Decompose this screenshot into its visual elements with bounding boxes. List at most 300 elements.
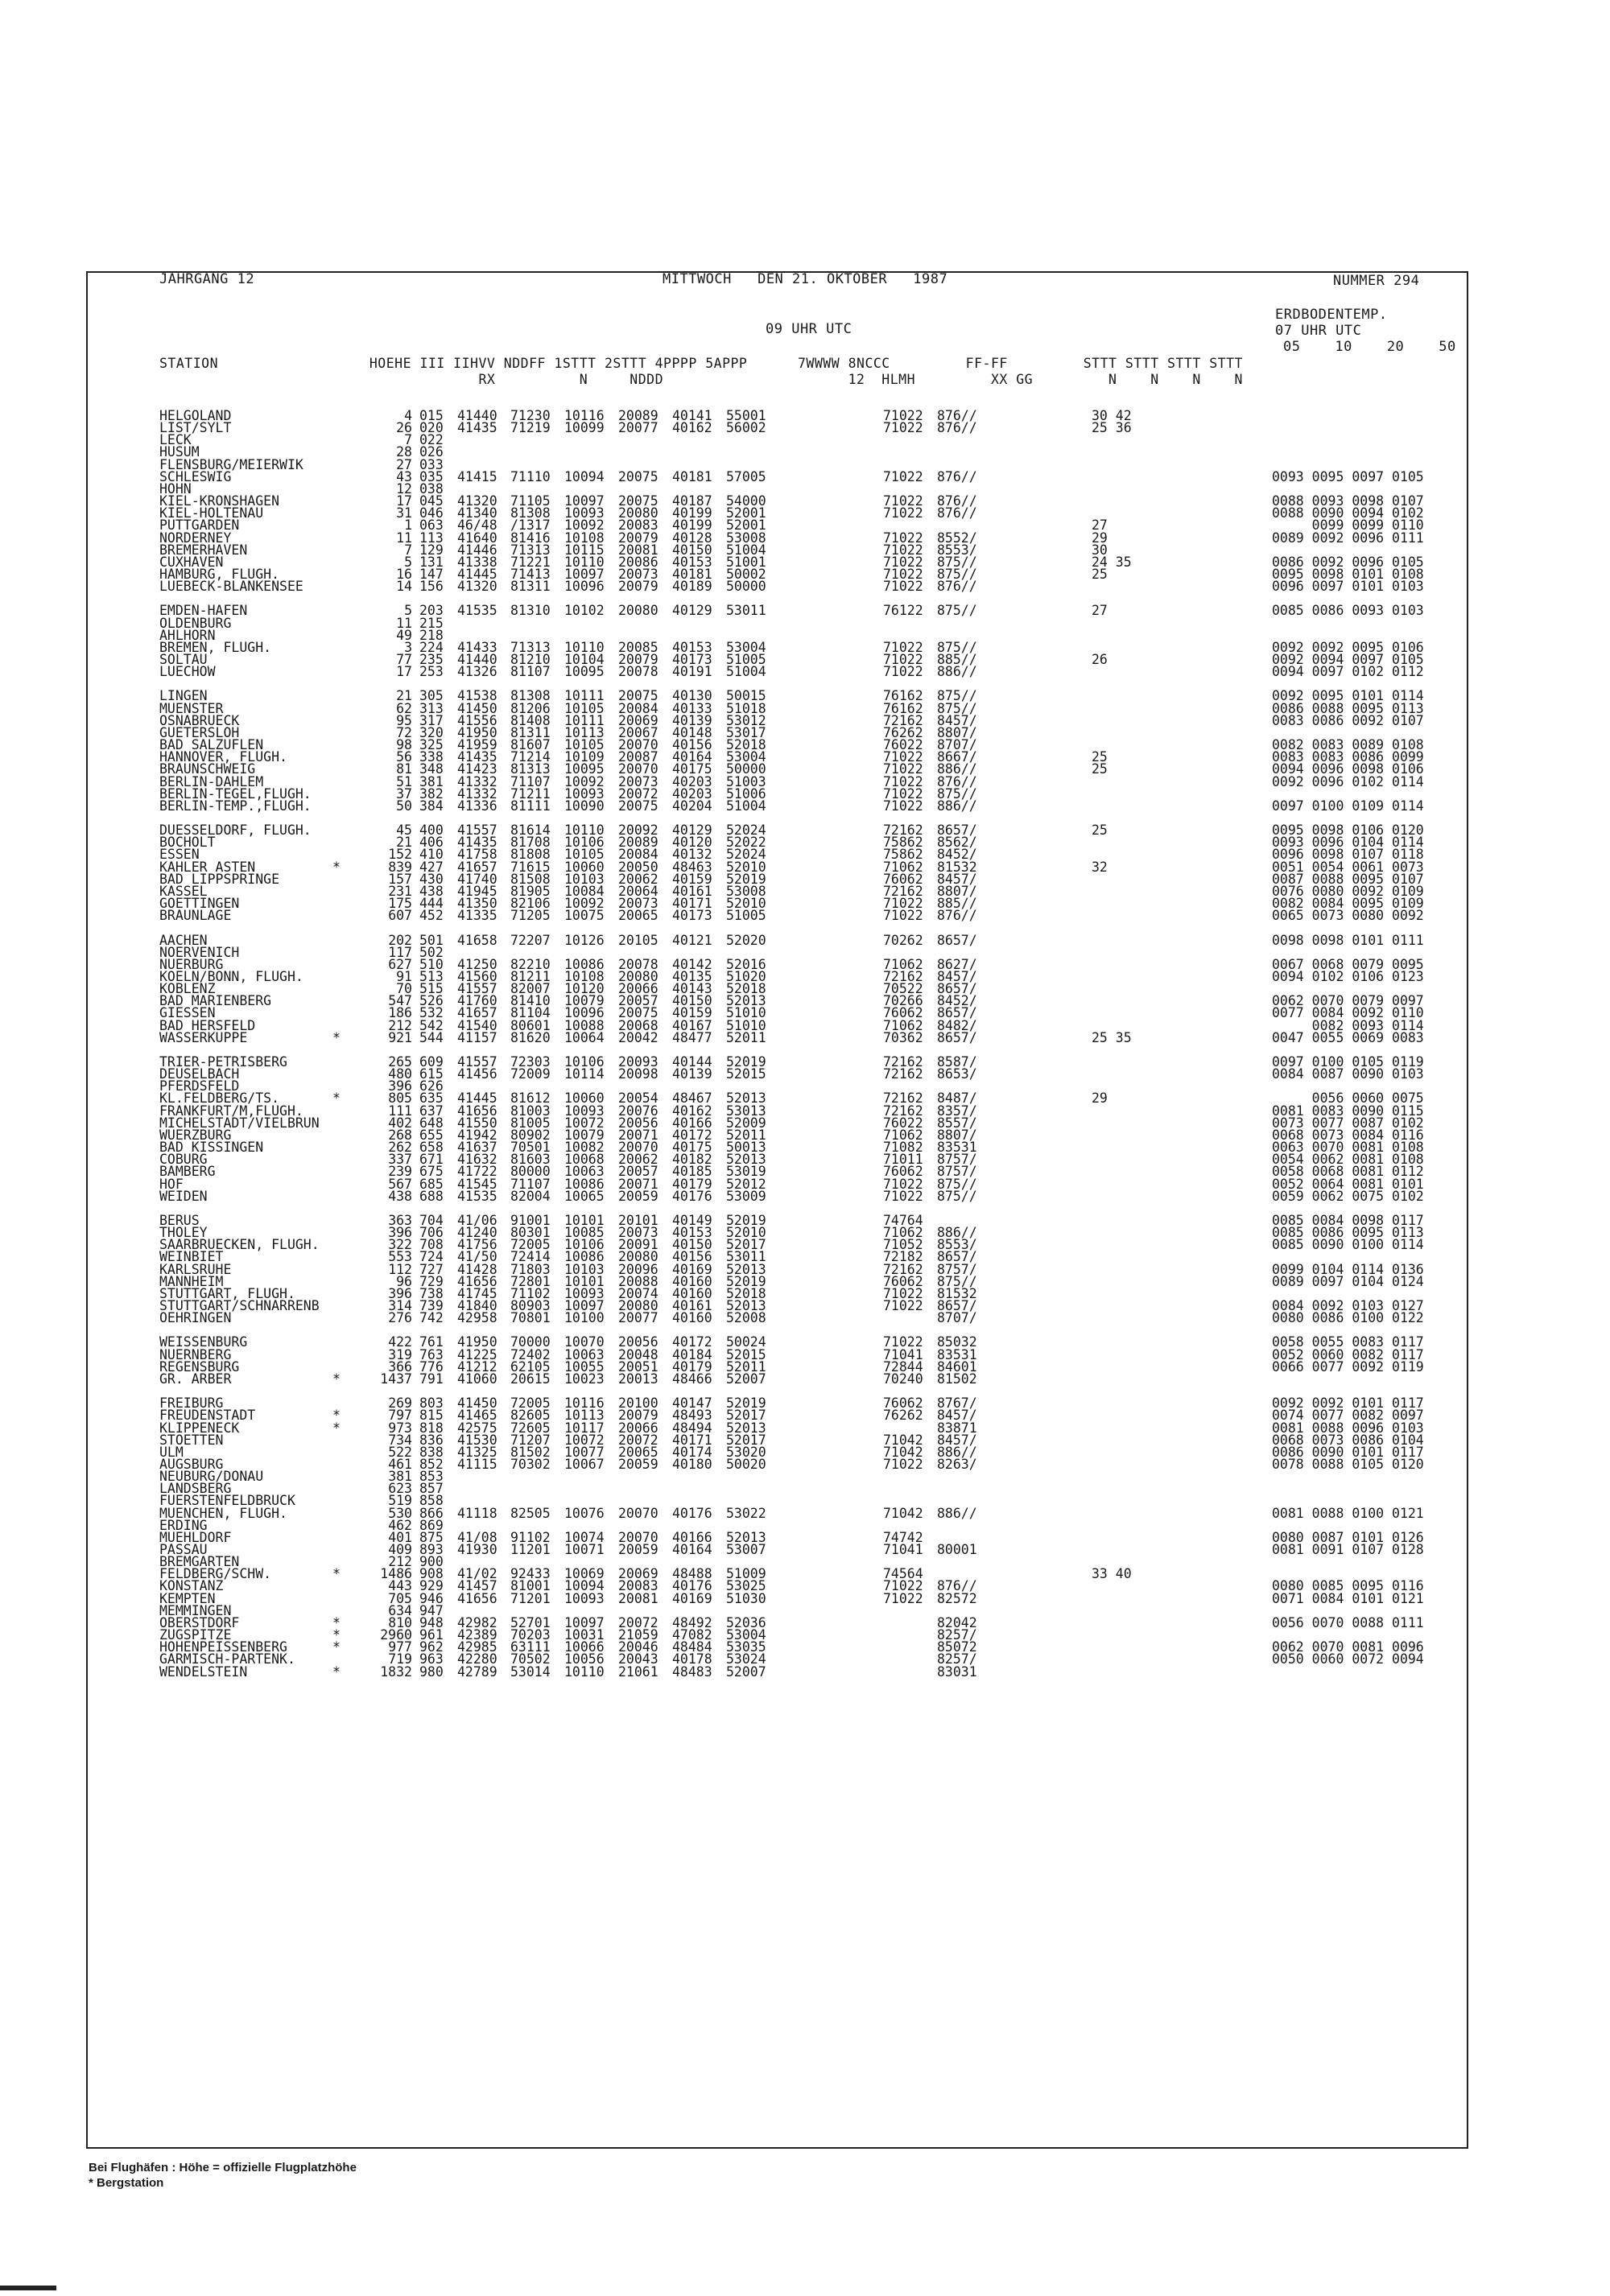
cell-c8: 20073 [618, 896, 658, 911]
cell-hoehe: 921 [388, 1029, 412, 1045]
cell-iii: 452 [419, 908, 444, 924]
cell-c5: 41745 [457, 1285, 497, 1301]
cell-c8: 20050 [618, 859, 658, 875]
cell-c7: 10111 [564, 688, 605, 704]
cell-c6: 71615 [510, 859, 551, 875]
cell-iii: 609 [419, 1054, 444, 1070]
cell-c5: 41118 [457, 1505, 497, 1521]
cell-name: EMDEN-HAFEN [159, 603, 248, 619]
cell-c12: 876// [937, 773, 977, 789]
cell-name: BAMBERG [159, 1164, 216, 1180]
cell-c6: 71313 [510, 542, 551, 558]
cell-iii: 026 [419, 444, 444, 460]
cell-c8: 20079 [618, 652, 658, 667]
cell-c10: 56002 [726, 420, 766, 436]
cell-iii: 729 [419, 1273, 444, 1289]
cell-iii: 742 [419, 1310, 444, 1326]
cell-ee: 0092 0094 0097 0105 [1272, 652, 1424, 667]
cell-c11: 72162 [883, 1103, 923, 1119]
cell-c7: 10096 [564, 1005, 605, 1021]
cell-c9: 40147 [672, 1395, 712, 1412]
cell-c12: 8757/ [937, 1152, 977, 1168]
cell-c12: 81532 [937, 859, 977, 875]
cell-name: HELGOLAND [159, 408, 232, 423]
cell-c11: 70262 [883, 932, 923, 948]
cell-c8: 20071 [618, 1176, 658, 1192]
cell-ee: 0089 0092 0096 0111 [1272, 530, 1424, 546]
cell-name: KLIPPENECK [159, 1420, 240, 1436]
cell-c6: 80301 [510, 1225, 551, 1241]
cell-hoehe: 239 [388, 1164, 412, 1180]
cell-c7: 10096 [564, 579, 605, 595]
cell-c6: 81416 [510, 530, 551, 546]
cell-hoehe: 422 [388, 1334, 412, 1350]
cell-ee: 0092 0092 0095 0106 [1272, 639, 1424, 655]
cell-c8: 20070 [618, 1505, 658, 1521]
cell-iii: 156 [419, 579, 444, 595]
cell-iii: 381 [419, 773, 444, 789]
cell-c12: 875// [937, 603, 977, 619]
cell-name: MUEHLDORF [159, 1529, 232, 1545]
cell-name: KAHLER ASTEN [159, 859, 256, 875]
cell-c11: 72844 [883, 1358, 923, 1375]
cell-ee: 0086 0088 0095 0113 [1272, 700, 1424, 716]
cell-c8: 20079 [618, 530, 658, 546]
cell-c7: 10086 [564, 1176, 605, 1192]
cell-c12: 85072 [937, 1639, 977, 1655]
cell-c11: 71022 [883, 1578, 923, 1594]
cell-c7: 10097 [564, 1298, 605, 1313]
cell-name: SAARBRUECKEN, FLUGH. [159, 1237, 320, 1253]
cell-c8: 20100 [618, 1395, 658, 1412]
cell-name: STUTTGART, FLUGH. [159, 1285, 295, 1301]
cell-c6: 81211 [510, 968, 551, 984]
cell-c7: 10063 [564, 1346, 605, 1362]
cell-c7: 10113 [564, 1408, 605, 1424]
cell-c10: 52011 [726, 1029, 766, 1045]
cell-c5: 41450 [457, 700, 497, 716]
cell-c10: 53013 [726, 1103, 766, 1119]
cell-name: BRAUNSCHWEIG [159, 761, 256, 777]
cell-c9: 40169 [672, 1261, 712, 1277]
cell-c11: 71022 [883, 1285, 923, 1301]
cell-c7: 10086 [564, 1249, 605, 1265]
cell-c10: 53004 [726, 749, 766, 765]
cell-name: MANNHEIM [159, 1273, 224, 1289]
cell-star: * [332, 1663, 341, 1680]
cell-hoehe: 26 [396, 420, 412, 436]
cell-c12: 876// [937, 408, 977, 423]
cell-c8: 20093 [618, 1054, 658, 1070]
cell-c8: 20074 [618, 1285, 658, 1301]
cell-name: STOETTEN [159, 1432, 224, 1448]
cell-c6: 71107 [510, 773, 551, 789]
cell-iii: 675 [419, 1164, 444, 1180]
cell-c7: 10088 [564, 1017, 605, 1033]
cell-c8: 20070 [618, 761, 658, 777]
cell-c11: 71022 [883, 468, 923, 484]
cell-c7: 10085 [564, 1225, 605, 1241]
cell-iii: 803 [419, 1395, 444, 1412]
cell-c11: 71022 [883, 896, 923, 911]
cell-ee: 0058 0068 0081 0112 [1272, 1164, 1424, 1180]
cell-c8: 20105 [618, 932, 658, 948]
cell-c9: 40159 [672, 1005, 712, 1021]
cell-iii: 708 [419, 1237, 444, 1253]
cell-c6: 71230 [510, 408, 551, 423]
cell-c5: 41433 [457, 639, 497, 655]
cell-ee: 0052 0060 0082 0117 [1272, 1346, 1424, 1362]
cell-c8: 20056 [618, 1334, 658, 1350]
cell-c7: 10104 [564, 652, 605, 667]
cell-c5: 41/06 [457, 1212, 497, 1228]
cell-c12: 8257/ [937, 1627, 977, 1643]
cell-c11: 71011 [883, 1152, 923, 1168]
cell-c10: 52019 [726, 1273, 766, 1289]
cell-ee: 0059 0062 0075 0102 [1272, 1188, 1424, 1204]
cell-c5: 41320 [457, 493, 497, 509]
cell-c5: 41250 [457, 956, 497, 972]
cell-c12: 875// [937, 1273, 977, 1289]
cell-c10: 52024 [726, 847, 766, 863]
cell-c9: 40160 [672, 1285, 712, 1301]
cell-c5: 41350 [457, 896, 497, 911]
cell-iii: 929 [419, 1578, 444, 1594]
cell-c9: 40164 [672, 749, 712, 765]
cell-c12: 876// [937, 505, 977, 521]
cell-c5: 41758 [457, 847, 497, 863]
cell-hoehe: 95 [396, 712, 412, 728]
cell-c12: 8707/ [937, 737, 977, 752]
cell-hoehe: 319 [388, 1346, 412, 1362]
cell-ee: 0093 0095 0097 0105 [1272, 468, 1424, 484]
cell-c12: 8657/ [937, 981, 977, 997]
cell-c7: 10077 [564, 1444, 605, 1460]
cell-c10: 52013 [726, 1298, 766, 1313]
cell-c10: 52010 [726, 1225, 766, 1241]
cell-iii: 022 [419, 432, 444, 448]
cell-name: REGENSBURG [159, 1358, 240, 1375]
cell-ee: 0050 0060 0072 0094 [1272, 1651, 1424, 1667]
cell-c7: 10079 [564, 1127, 605, 1143]
cell-ee: 0083 0083 0086 0099 [1272, 749, 1424, 765]
cell-c8: 20048 [618, 1346, 658, 1362]
cell-c8: 20043 [618, 1651, 658, 1667]
cell-name: HANNOVER, FLUGH. [159, 749, 287, 765]
cell-iii: 761 [419, 1334, 444, 1350]
cell-hoehe: 265 [388, 1054, 412, 1070]
cell-name: KOBLENZ [159, 981, 216, 997]
cell-ff: 27 [1092, 517, 1108, 534]
cell-name: LIST/SYLT [159, 420, 232, 436]
cell-c5: 41/50 [457, 1249, 497, 1265]
cell-c8: 20077 [618, 420, 658, 436]
cell-c8: 20068 [618, 1017, 658, 1033]
cell-name: GR. ARBER [159, 1371, 232, 1387]
cell-c8: 20064 [618, 883, 658, 899]
cell-hoehe: 2960 [380, 1627, 412, 1643]
cell-iii: 852 [419, 1456, 444, 1472]
cell-name: KARLSRUHE [159, 1261, 232, 1277]
cell-hoehe: 12 [396, 480, 412, 497]
cell-hoehe: 461 [388, 1456, 412, 1472]
cell-name: STUTTGART/SCHNARRENB [159, 1298, 320, 1313]
cell-c6: 71205 [510, 908, 551, 924]
cell-name: KONSTANZ [159, 1578, 224, 1594]
cell-c5: 41225 [457, 1346, 497, 1362]
cell-iii: 502 [419, 944, 444, 960]
cell-c10: 51001 [726, 554, 766, 570]
cell-c7: 10110 [564, 1663, 605, 1680]
cell-c5: 41740 [457, 871, 497, 887]
cell-c10: 51010 [726, 1005, 766, 1021]
cell-ee: 0083 0086 0092 0107 [1272, 712, 1424, 728]
cell-c8: 20075 [618, 1005, 658, 1021]
cell-c10: 52011 [726, 1358, 766, 1375]
cell-name: BOCHOLT [159, 835, 216, 851]
cell-hoehe: 202 [388, 932, 412, 948]
cell-c6: 92433 [510, 1566, 551, 1582]
soil-temp-time: 07 UHR UTC [1275, 323, 1362, 339]
cell-c6: 81308 [510, 505, 551, 521]
cell-name: KOELN/BONN, FLUGH. [159, 968, 303, 984]
cell-c12: 8457/ [937, 1432, 977, 1448]
cell-iii: 129 [419, 542, 444, 558]
cell-c9: 40162 [672, 420, 712, 436]
cell-name: WASSERKUPPE [159, 1029, 248, 1045]
cell-c5: 41640 [457, 530, 497, 546]
cell-ee: 0078 0088 0105 0120 [1272, 1456, 1424, 1472]
cell-c8: 20081 [618, 1590, 658, 1606]
cell-iii: 739 [419, 1298, 444, 1313]
cell-c6: 71221 [510, 554, 551, 570]
cell-c9: 40178 [672, 1651, 712, 1667]
cell-c9: 40191 [672, 664, 712, 680]
cell-c11: 71022 [883, 1456, 923, 1472]
cell-c12: 83531 [937, 1140, 977, 1155]
cell-c10: 52018 [726, 737, 766, 752]
cell-c12: 8653/ [937, 1066, 977, 1082]
cell-c9: 40171 [672, 1432, 712, 1448]
cell-c9: 40203 [672, 773, 712, 789]
cell-c9: 40175 [672, 1140, 712, 1155]
cell-name: WEINBIET [159, 1249, 224, 1265]
cell-name: HOF [159, 1176, 184, 1192]
cell-name: NOERVENICH [159, 944, 240, 960]
cell-c9: 40162 [672, 1103, 712, 1119]
cell-c5: 41545 [457, 1176, 497, 1192]
cell-iii: 815 [419, 1408, 444, 1424]
cell-c5: 41658 [457, 932, 497, 948]
cell-hoehe: 1832 [380, 1663, 412, 1680]
cell-c6: 81107 [510, 664, 551, 680]
cell-c8: 20098 [618, 1066, 658, 1082]
cell-c10: 53011 [726, 603, 766, 619]
cell-c7: 10066 [564, 1639, 605, 1655]
cell-name: BAD LIPPSPRINGE [159, 871, 280, 887]
cell-hoehe: 634 [388, 1602, 412, 1618]
cell-c5: 41445 [457, 1090, 497, 1107]
cell-c11: 71022 [883, 749, 923, 765]
cell-c7: 10084 [564, 883, 605, 899]
cell-c7: 10097 [564, 493, 605, 509]
issue-date: MITTWOCH DEN 21. OKTOBER 1987 [663, 271, 948, 287]
cell-c12: 83531 [937, 1346, 977, 1362]
cell-c10: 52015 [726, 1346, 766, 1362]
cell-c5: 42958 [457, 1310, 497, 1326]
cell-hoehe: 381 [388, 1469, 412, 1485]
cell-c5: 41950 [457, 1334, 497, 1350]
cell-c11: 71022 [883, 530, 923, 546]
cell-c11: 71022 [883, 1298, 923, 1313]
cell-c8: 20079 [618, 579, 658, 595]
cell-name: MUENSTER [159, 700, 224, 716]
cell-c11: 76062 [883, 1005, 923, 1021]
cell-c10: 52019 [726, 1212, 766, 1228]
cell-c10: 51009 [726, 1566, 766, 1582]
cell-name: KIEL-KRONSHAGEN [159, 493, 280, 509]
cell-c5: 41340 [457, 505, 497, 521]
cell-hoehe: 50 [396, 798, 412, 814]
cell-hoehe: 719 [388, 1651, 412, 1667]
cell-c9: 40153 [672, 554, 712, 570]
cell-c9: 40120 [672, 835, 712, 851]
cell-hoehe: 627 [388, 956, 412, 972]
cell-hoehe: 1486 [380, 1566, 412, 1582]
cell-name: LUEBECK-BLANKENSEE [159, 579, 303, 595]
cell-c7: 10093 [564, 505, 605, 521]
cell-star: * [332, 1627, 341, 1643]
cell-c11: 76022 [883, 1115, 923, 1131]
cell-c10: 52007 [726, 1371, 766, 1387]
cell-name: COBURG [159, 1152, 208, 1168]
cell-name: WEISSENBURG [159, 1334, 248, 1350]
cell-c9: 48492 [672, 1614, 712, 1630]
cell-c6: 80601 [510, 1017, 551, 1033]
cell-c6: 81607 [510, 737, 551, 752]
cell-c12: 8707/ [937, 1310, 977, 1326]
cell-c5: 41656 [457, 1273, 497, 1289]
cell-c9: 48463 [672, 859, 712, 875]
cell-c9: 40153 [672, 1225, 712, 1241]
cell-name: WUERZBURG [159, 1127, 232, 1143]
cell-c6: 11201 [510, 1542, 551, 1557]
cell-c7: 10082 [564, 1140, 605, 1155]
cell-c5: 42789 [457, 1663, 497, 1680]
cell-c7: 10074 [564, 1529, 605, 1545]
cell-c10: 52013 [726, 1529, 766, 1545]
cell-c12: 84601 [937, 1358, 977, 1375]
cell-c9: 40199 [672, 505, 712, 521]
cell-c6: 82007 [510, 981, 551, 997]
cell-c5: 41060 [457, 1371, 497, 1387]
cell-hoehe: 16 [396, 566, 412, 582]
cell-c10: 50000 [726, 761, 766, 777]
cell-hoehe: 152 [388, 847, 412, 863]
cell-c12: 8487/ [937, 1090, 977, 1107]
cell-c10: 52019 [726, 1054, 766, 1070]
cell-c6: 72005 [510, 1237, 551, 1253]
cell-c7: 10056 [564, 1651, 605, 1667]
cell-ee: 0097 0100 0109 0114 [1272, 798, 1424, 814]
cell-c12: 875// [937, 1188, 977, 1204]
cell-hoehe: 7 [404, 542, 412, 558]
table-row [0, 1189, 1610, 1203]
cell-iii: 908 [419, 1566, 444, 1582]
cell-c11: 70522 [883, 981, 923, 997]
cell-c7: 10100 [564, 1310, 605, 1326]
cell-c9: 40129 [672, 822, 712, 839]
cell-iii: 836 [419, 1432, 444, 1448]
cell-c9: 40182 [672, 1152, 712, 1168]
cell-c6: 80903 [510, 1298, 551, 1313]
cell-name: GOETTINGEN [159, 896, 240, 911]
cell-c8: 20072 [618, 1614, 658, 1630]
cell-c8: 20078 [618, 956, 658, 972]
cell-hoehe: 705 [388, 1590, 412, 1606]
cell-iii: 776 [419, 1358, 444, 1375]
cell-iii: 384 [419, 798, 444, 814]
cell-iii: 544 [419, 1029, 444, 1045]
cell-hoehe: 443 [388, 1578, 412, 1594]
cell-c9: 40141 [672, 408, 712, 423]
cell-name: WEIDEN [159, 1188, 208, 1204]
cell-c11: 74764 [883, 1212, 923, 1228]
cell-c12: 8457/ [937, 871, 977, 887]
cell-c10: 53008 [726, 883, 766, 899]
cell-ee: 0067 0068 0079 0095 [1272, 956, 1424, 972]
cell-c8: 20084 [618, 847, 658, 863]
cell-c10: 52013 [726, 1090, 766, 1107]
cell-ee: 0056 0070 0088 0111 [1272, 1614, 1424, 1630]
cell-c12: 80001 [937, 1542, 977, 1557]
cell-ee: 0080 0086 0100 0122 [1272, 1310, 1424, 1326]
cell-c11: 71052 [883, 1237, 923, 1253]
cell-ff: 33 40 [1092, 1566, 1132, 1582]
cell-ee: 0094 0097 0102 0112 [1272, 664, 1424, 680]
cell-hoehe: 623 [388, 1481, 412, 1497]
cell-c5: 46/48 [457, 517, 497, 534]
cell-hoehe: 28 [396, 444, 412, 460]
cell-iii: 738 [419, 1285, 444, 1301]
cell-c12: 8552/ [937, 530, 977, 546]
cell-c10: 53025 [726, 1578, 766, 1594]
cell-ee: 0080 0087 0101 0126 [1272, 1529, 1424, 1545]
cell-hoehe: 212 [388, 1017, 412, 1033]
cell-c12: 8452/ [937, 847, 977, 863]
cell-iii: 875 [419, 1529, 444, 1545]
cell-c12: 875// [937, 566, 977, 582]
cell-c6: 71413 [510, 566, 551, 582]
cell-iii: 532 [419, 1005, 444, 1021]
cell-ff: 29 [1092, 1090, 1108, 1107]
cell-iii: 235 [419, 652, 444, 667]
cell-c5: 41657 [457, 1005, 497, 1021]
cell-c7: 10102 [564, 603, 605, 619]
cell-c10: 51005 [726, 652, 766, 667]
cell-hoehe: 530 [388, 1505, 412, 1521]
cell-c9: 40184 [672, 1346, 712, 1362]
cell-c10: 53020 [726, 1444, 766, 1460]
cell-c8: 20080 [618, 1298, 658, 1313]
cell-c12: 875// [937, 785, 977, 802]
cell-hoehe: 117 [388, 944, 412, 960]
cell-c10: 53008 [726, 530, 766, 546]
cell-c7: 10055 [564, 1358, 605, 1375]
cell-c5: 41326 [457, 664, 497, 680]
cell-c6: 81005 [510, 1115, 551, 1131]
cell-hoehe: 112 [388, 1261, 412, 1277]
